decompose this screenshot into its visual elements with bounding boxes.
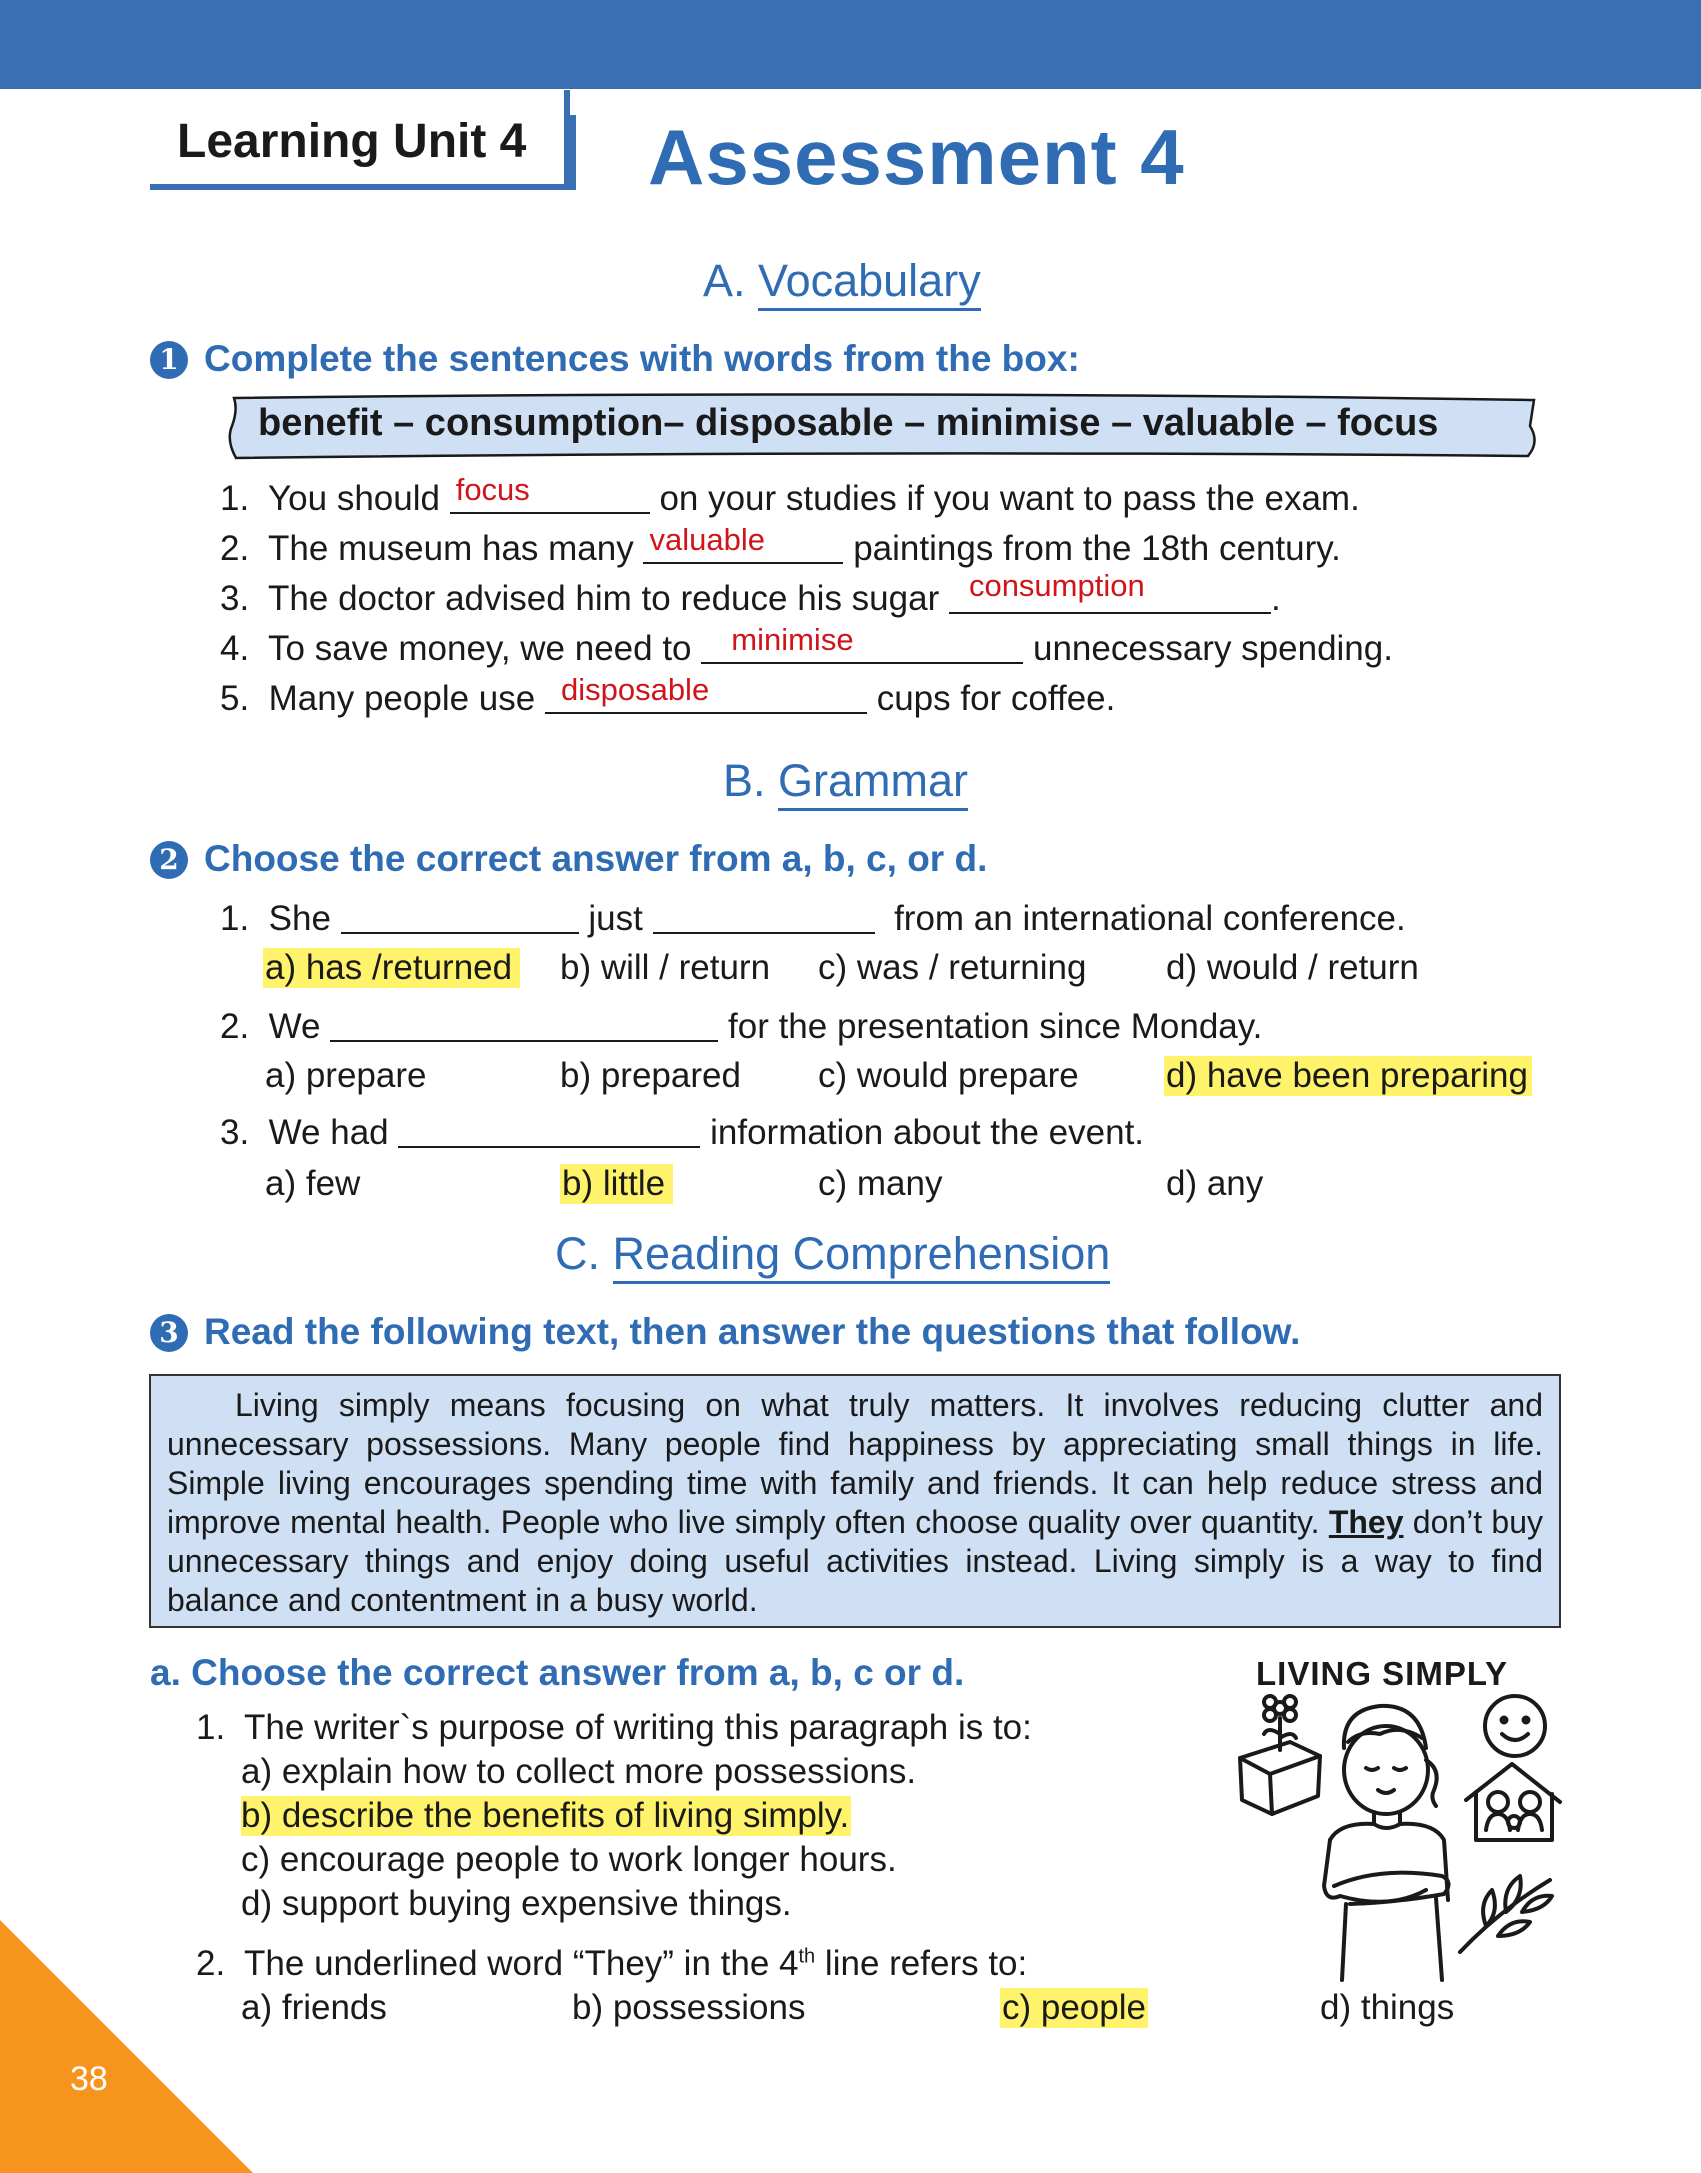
- vocab-item-4: [220, 622, 1393, 669]
- reading-q1-option-b[interactable]: b) describe the benefits of living simply.: [241, 1796, 850, 1835]
- item-number: 1.: [220, 899, 250, 938]
- answer-text: valuable: [649, 522, 765, 557]
- question-1-badge: 1: [150, 341, 188, 379]
- grammar-q2-option-d[interactable]: d) have been preparing: [1164, 1056, 1532, 1096]
- section-b-title: [723, 755, 968, 807]
- item-number: 3.: [220, 1113, 250, 1152]
- grammar-q1-option-a[interactable]: a) has /returned: [263, 948, 520, 988]
- smiley-icon: [1485, 1696, 1545, 1756]
- word-box-text: benefit – consumption– disposable – minimise – valuable – focus: [258, 402, 1439, 444]
- item-text: To save money, we need to: [268, 629, 692, 668]
- answer-blank[interactable]: [330, 1006, 718, 1042]
- item-text: The museum has many: [268, 529, 634, 568]
- unit-label-box: [150, 90, 570, 190]
- grammar-q2-option-b[interactable]: b) prepared: [560, 1056, 741, 1095]
- item-text: information about the event.: [710, 1113, 1145, 1152]
- grammar-q3-option-b[interactable]: b) little: [560, 1164, 673, 1204]
- vocab-item-1: [220, 472, 1360, 519]
- reading-q1-option-a[interactable]: a) explain how to collect more possessions.: [241, 1752, 917, 1791]
- leaf-branch-icon: [1460, 1876, 1552, 1952]
- answer-blank[interactable]: [545, 672, 867, 714]
- vocab-item-5: [220, 672, 1116, 719]
- sub-a-instruction: Choose the correct answer from a, b, c or d.: [191, 1652, 965, 1693]
- grammar-q3-stem: [220, 1112, 1144, 1153]
- answer-blank[interactable]: [701, 622, 1023, 664]
- unit-label: Learning Unit 4: [177, 115, 527, 168]
- section-a-letter: A.: [703, 255, 746, 306]
- item-number: 2.: [196, 1944, 226, 1983]
- section-b-name: Grammar: [778, 755, 968, 811]
- page-number: 38: [70, 2060, 108, 2098]
- answer-blank[interactable]: [450, 472, 650, 514]
- sub-a-label: a.: [150, 1652, 181, 1693]
- grammar-q2-stem: [220, 1006, 1262, 1047]
- section-a-title: [703, 255, 981, 307]
- living-simply-illustration: [1230, 1690, 1570, 1990]
- section-c-name: Reading Comprehension: [613, 1228, 1111, 1284]
- unit-divider: [570, 115, 576, 190]
- page-title: Assessment 4: [648, 113, 1185, 201]
- item-number: 3.: [220, 579, 250, 618]
- passage-text: don’t buy unnecessary things and enjoy doing useful activities instead. Living simply is a way to find balance and contentment in a busy world.: [167, 1504, 1544, 1618]
- vocab-item-2: [220, 522, 1341, 569]
- question-2-badge: 2: [150, 841, 188, 879]
- item-number: 1.: [220, 479, 250, 518]
- answer-blank[interactable]: [653, 898, 875, 934]
- answer-blank[interactable]: [643, 522, 843, 564]
- reading-q2-option-a[interactable]: a) friends: [241, 1988, 387, 2027]
- item-text: The writer`s purpose of writing this paragraph is to:: [244, 1708, 1032, 1747]
- answer-blank[interactable]: [341, 898, 579, 934]
- item-text: The doctor advised him to reduce his sugar: [268, 579, 940, 618]
- item-text: cups for coffee.: [876, 679, 1116, 718]
- grammar-q1-stem: [220, 898, 1406, 939]
- question-3-heading: [150, 1311, 1300, 1353]
- item-text: You should: [268, 479, 440, 518]
- passage-key-word: They: [1328, 1504, 1404, 1540]
- reading-q1-stem: [196, 1708, 1032, 1748]
- question-3-instruction: Read the following text, then answer the questions that follow.: [204, 1311, 1301, 1352]
- item-text: She: [268, 899, 331, 938]
- sub-a-heading: [150, 1652, 964, 1694]
- question-3-badge: 3: [150, 1314, 188, 1352]
- item-text: for the presentation since Monday.: [728, 1007, 1263, 1046]
- reading-q2-stem: [196, 1944, 1027, 1984]
- family-house-icon: [1466, 1764, 1560, 1840]
- flower-box-icon: [1240, 1696, 1320, 1814]
- section-b-letter: B.: [723, 755, 766, 806]
- section-c-title: [555, 1228, 1110, 1280]
- answer-blank[interactable]: [398, 1112, 700, 1148]
- item-text: Many people use: [268, 679, 536, 718]
- reading-q1-option-c[interactable]: c) encourage people to work longer hours.: [241, 1840, 897, 1879]
- grammar-q2-option-c[interactable]: c) would prepare: [818, 1056, 1079, 1095]
- item-number: 1.: [196, 1708, 226, 1747]
- item-text: We: [268, 1007, 321, 1046]
- grammar-q1-option-c[interactable]: c) was / returning: [818, 948, 1087, 987]
- grammar-q3-option-a[interactable]: a) few: [265, 1164, 361, 1203]
- item-text: The underlined word “They” in the 4: [244, 1944, 799, 1983]
- vocab-item-3: [220, 568, 1281, 619]
- item-text: on your studies if you want to pass the exam.: [659, 479, 1360, 518]
- answer-text: focus: [455, 472, 530, 507]
- item-superscript: th: [798, 1945, 816, 1968]
- reading-q2-option-c[interactable]: c) people: [1002, 1988, 1146, 2027]
- item-number: 2.: [220, 529, 250, 568]
- item-number: 5.: [220, 679, 250, 718]
- section-a-name: Vocabulary: [758, 255, 981, 311]
- answer-text: consumption: [968, 568, 1145, 603]
- person-icon: [1324, 1706, 1449, 1980]
- item-number: 2.: [220, 1007, 250, 1046]
- item-text: .: [1270, 579, 1281, 618]
- question-1-instruction: Complete the sentences with words from the box:: [204, 338, 1080, 379]
- section-c-letter: C.: [555, 1228, 600, 1279]
- question-2-instruction: Choose the correct answer from a, b, c, or d.: [204, 838, 988, 879]
- question-2-heading: [150, 838, 987, 880]
- illustration-title: LIVING SIMPLY: [1256, 1655, 1508, 1692]
- item-text: just: [588, 899, 643, 938]
- page-corner-decoration: [0, 1920, 260, 2173]
- answer-text: disposable: [560, 672, 710, 707]
- reading-q2-option-b[interactable]: b) possessions: [572, 1988, 806, 2027]
- item-text: from an international conference.: [894, 899, 1406, 938]
- reading-q2-option-d[interactable]: d) things: [1320, 1988, 1455, 2027]
- item-text: We had: [268, 1113, 389, 1152]
- grammar-q1-option-d[interactable]: d) would / return: [1166, 948, 1419, 987]
- grammar-q2-option-a[interactable]: a) prepare: [265, 1056, 427, 1095]
- grammar-q3-option-c[interactable]: c) many: [818, 1164, 943, 1203]
- reading-q1-option-d[interactable]: d) support buying expensive things.: [241, 1884, 792, 1923]
- answer-text: minimise: [731, 622, 854, 657]
- item-text: unnecessary spending.: [1033, 629, 1393, 668]
- reading-passage: [149, 1374, 1561, 1628]
- question-1-heading: [150, 338, 1080, 380]
- item-text: line refers to:: [824, 1944, 1028, 1983]
- grammar-q3-option-d[interactable]: d) any: [1166, 1164, 1264, 1203]
- item-text: paintings from the 18th century.: [853, 529, 1341, 568]
- grammar-q1-option-b[interactable]: b) will / return: [560, 948, 771, 987]
- answer-blank[interactable]: [949, 568, 1271, 614]
- passage-text: Living simply means focusing on what truly matters. It involves reducing clutter and unnecessary possessions. Many people find happiness by appreciating small things in life. Simple living encourages spending time with family and friends. It can help reduce stress and improve mental health. People who live simply often choose quality over quantity.: [167, 1387, 1543, 1540]
- item-number: 4.: [220, 629, 250, 668]
